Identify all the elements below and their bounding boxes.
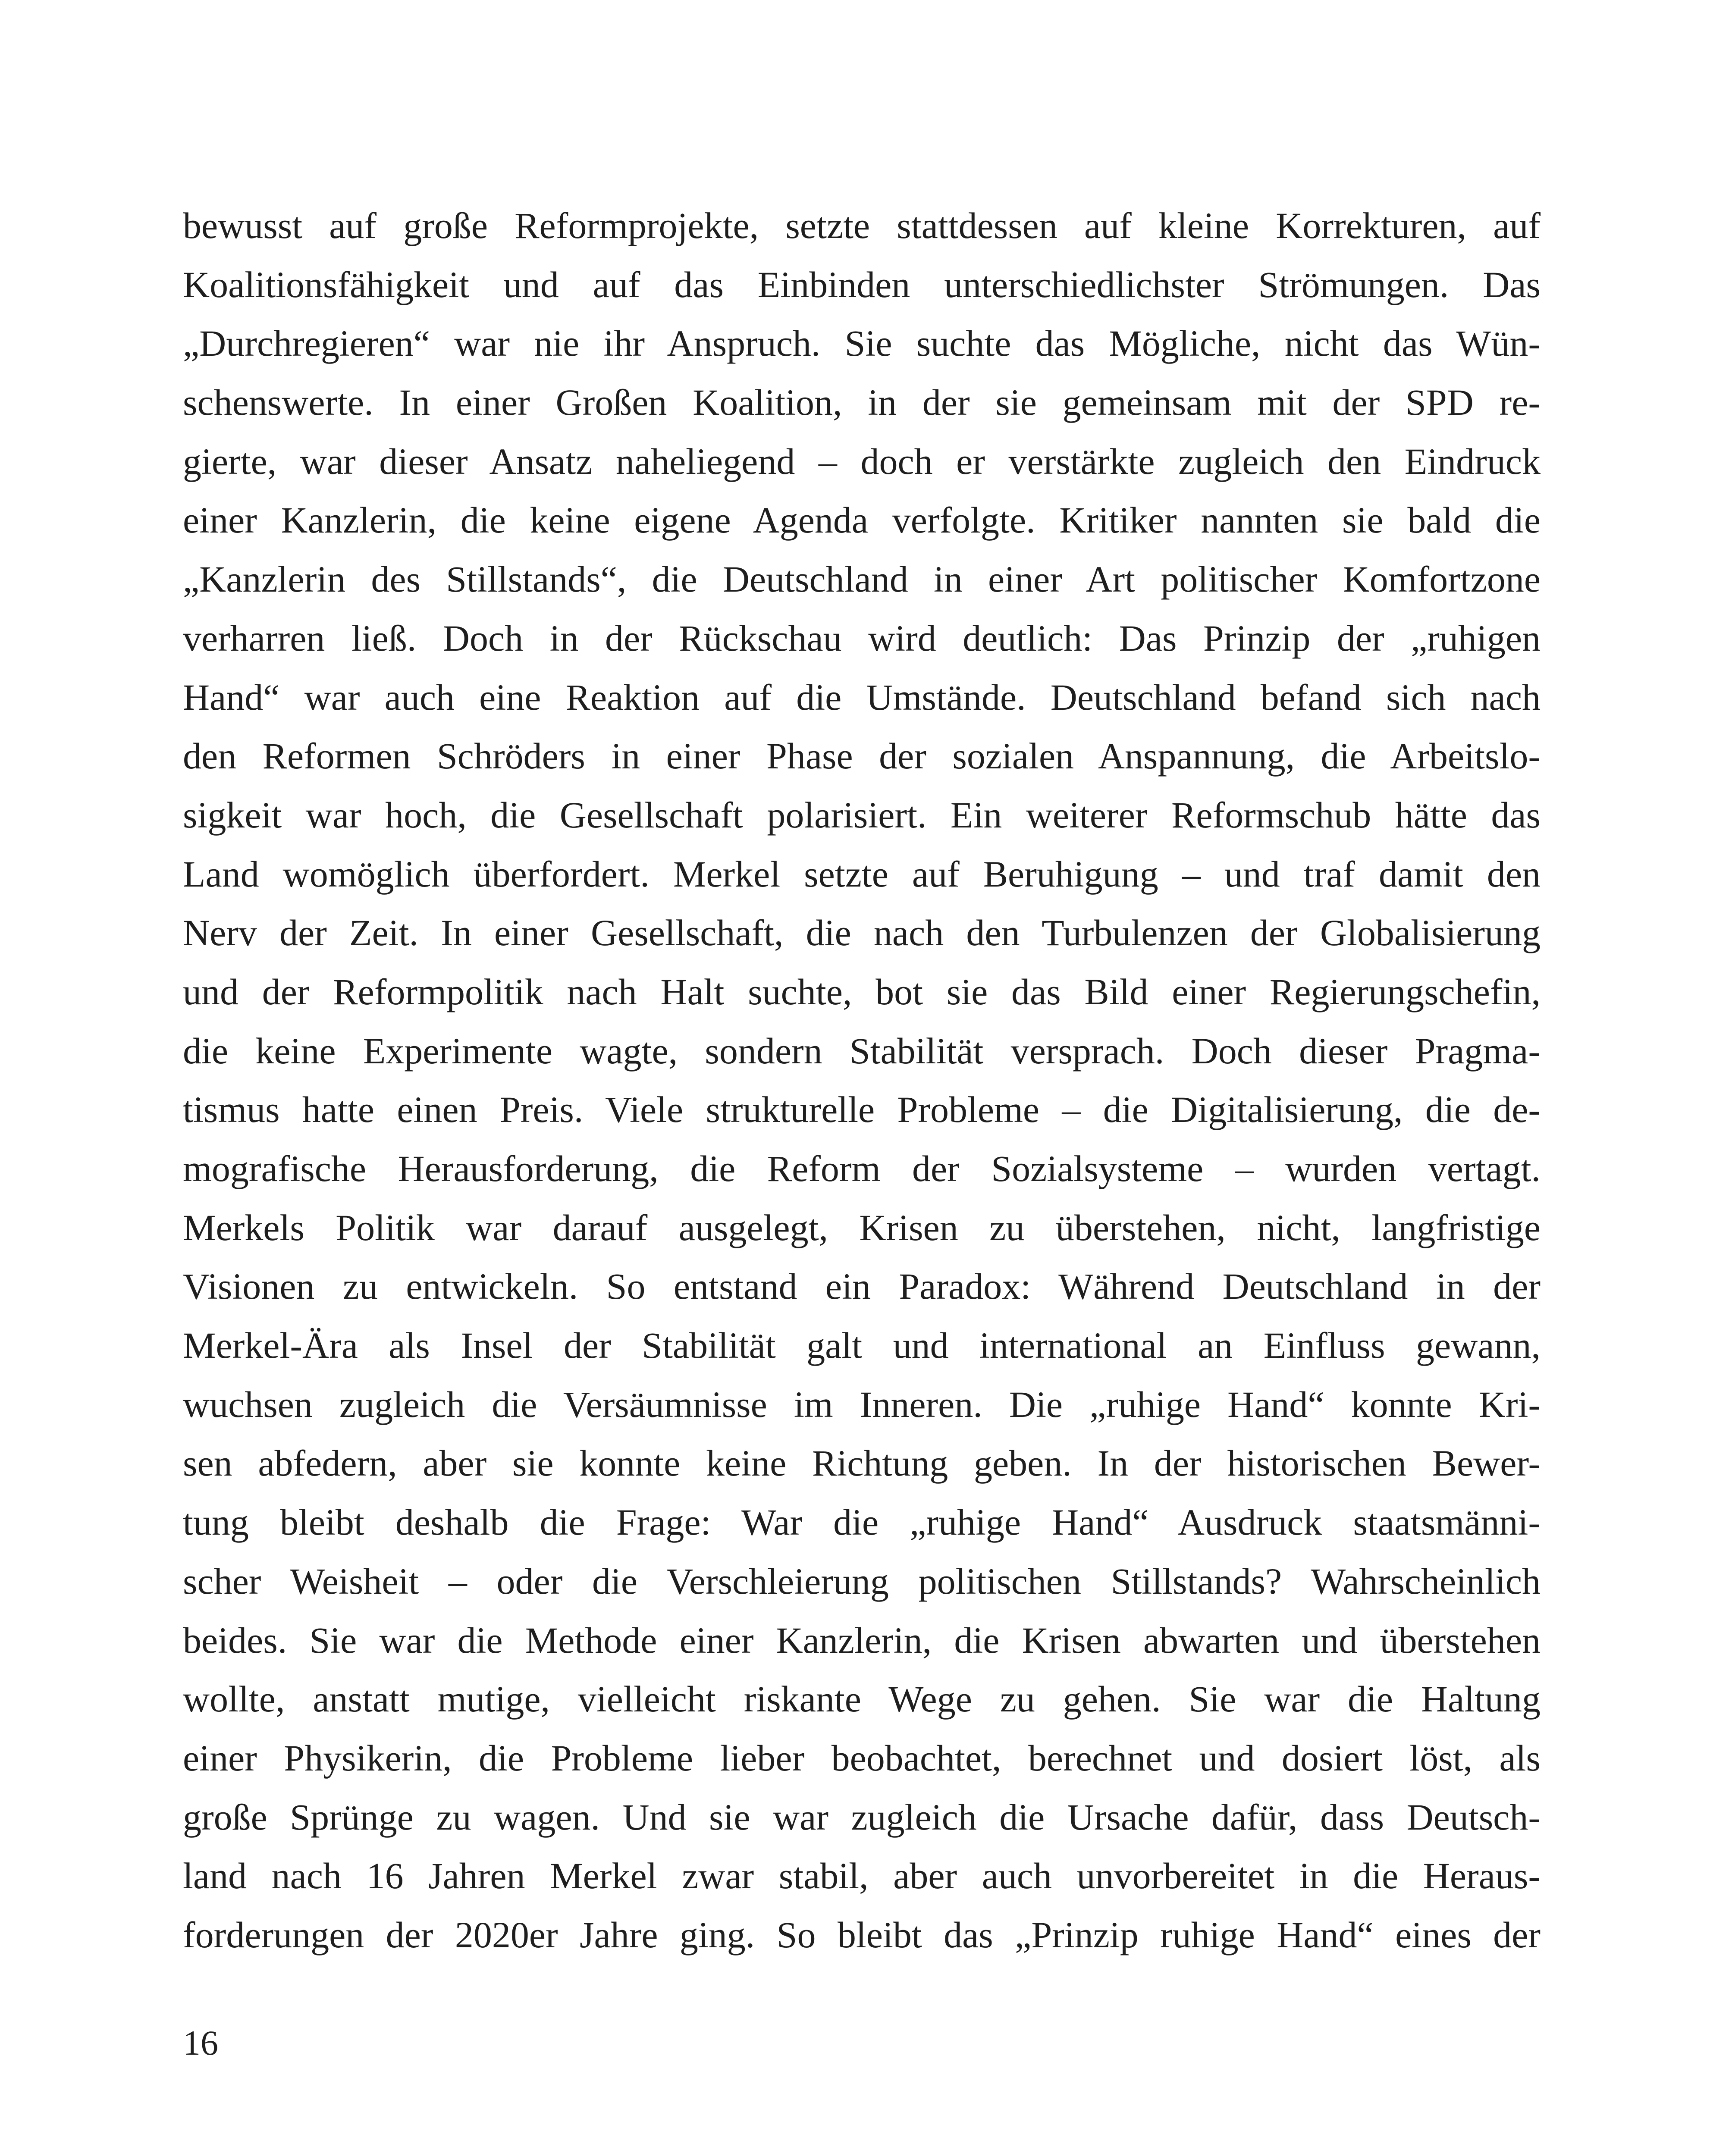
text-line: „Durchregieren“ war nie ihr Anspruch. Sie suchte das Mögliche, nicht das Wün- — [183, 323, 1541, 364]
text-line: sen abfedern, aber sie konnte keine Richtung geben. In der historischen Bewer- — [183, 1442, 1541, 1484]
text-line: sigkeit war hoch, die Gesellschaft polarisiert. Ein weiterer Reformschub hätte das — [183, 794, 1541, 836]
text-line: scher Weisheit – oder die Verschleierung politischen Stillstands? Wahrscheinlich — [183, 1560, 1541, 1602]
text-line: wollte, anstatt mutige, vielleicht riskante Wege zu gehen. Sie war die Haltung — [183, 1678, 1541, 1720]
text-line: wuchsen zugleich die Versäumnisse im Inneren. Die „ruhige Hand“ konnte Kri- — [183, 1383, 1541, 1425]
text-line: verharren ließ. Doch in der Rückschau wird deutlich: Das Prinzip der „ruhigen — [183, 617, 1541, 659]
text-line: Nerv der Zeit. In einer Gesellschaft, die nach den Turbulenzen der Globalisierung — [183, 912, 1541, 954]
text-line: gierte, war dieser Ansatz naheliegend – doch er verstärkte zugleich den Eindruck — [183, 440, 1541, 482]
text-line: Land womöglich überfordert. Merkel setzte auf Beruhigung – und traf damit den — [183, 853, 1541, 895]
text-line: große Sprünge zu wagen. Und sie war zugleich die Ursache dafür, dass Deutsch- — [183, 1796, 1541, 1838]
text-line: mografische Herausforderung, die Reform der Sozialsysteme – wurden vertagt. — [183, 1148, 1541, 1189]
text-line: bewusst auf große Reformprojekte, setzte stattdessen auf kleine Korrekturen, auf — [183, 205, 1541, 246]
text-line: beides. Sie war die Methode einer Kanzlerin, die Krisen abwarten und überstehen — [183, 1619, 1541, 1661]
page-number: 16 — [183, 2023, 218, 2062]
text-line: Hand“ war auch eine Reaktion auf die Umstände. Deutschland befand sich nach — [183, 676, 1541, 718]
text-line: einer Physikerin, die Probleme lieber beobachtet, berechnet und dosiert löst, als — [183, 1737, 1541, 1779]
text-line: Koalitionsfähigkeit und auf das Einbinden unterschiedlichster Strömungen. Das — [183, 263, 1541, 305]
text-line: tismus hatte einen Preis. Viele strukturelle Probleme – die Digitalisierung, die de- — [183, 1089, 1541, 1131]
text-line: „Kanzlerin des Stillstands“, die Deutschland in einer Art politischer Komfortzone — [183, 558, 1541, 600]
text-line: und der Reformpolitik nach Halt suchte, bot sie das Bild einer Regierungschefin, — [183, 971, 1541, 1012]
text-line: schenswerte. In einer Großen Koalition, in der sie gemeinsam mit der SPD re- — [183, 382, 1541, 423]
body-text — [183, 196, 1541, 1965]
text-line: Merkels Politik war darauf ausgelegt, Krisen zu überstehen, nicht, langfristige — [183, 1206, 1541, 1248]
text-line: land nach 16 Jahren Merkel zwar stabil, aber auch unvorbereitet in die Heraus- — [183, 1855, 1541, 1897]
text-line: einer Kanzlerin, die keine eigene Agenda verfolgte. Kritiker nannten sie bald die — [183, 499, 1541, 541]
text-line: Visionen zu entwickeln. So entstand ein Paradox: Während Deutschland in der — [183, 1266, 1541, 1307]
text-line: Merkel-Ära als Insel der Stabilität galt und international an Einfluss gewann, — [183, 1325, 1541, 1366]
text-line: den Reformen Schröders in einer Phase der sozialen Anspannung, die Arbeitslo- — [183, 735, 1541, 777]
text-line: tung bleibt deshalb die Frage: War die „ruhige Hand“ Ausdruck staatsmänni- — [183, 1501, 1541, 1543]
text-line: forderungen der 2020er Jahre ging. So bleibt das „Prinzip ruhige Hand“ eines der — [183, 1914, 1541, 1955]
text-line: die keine Experimente wagte, sondern Stabilität versprach. Doch dieser Pragma- — [183, 1030, 1541, 1072]
